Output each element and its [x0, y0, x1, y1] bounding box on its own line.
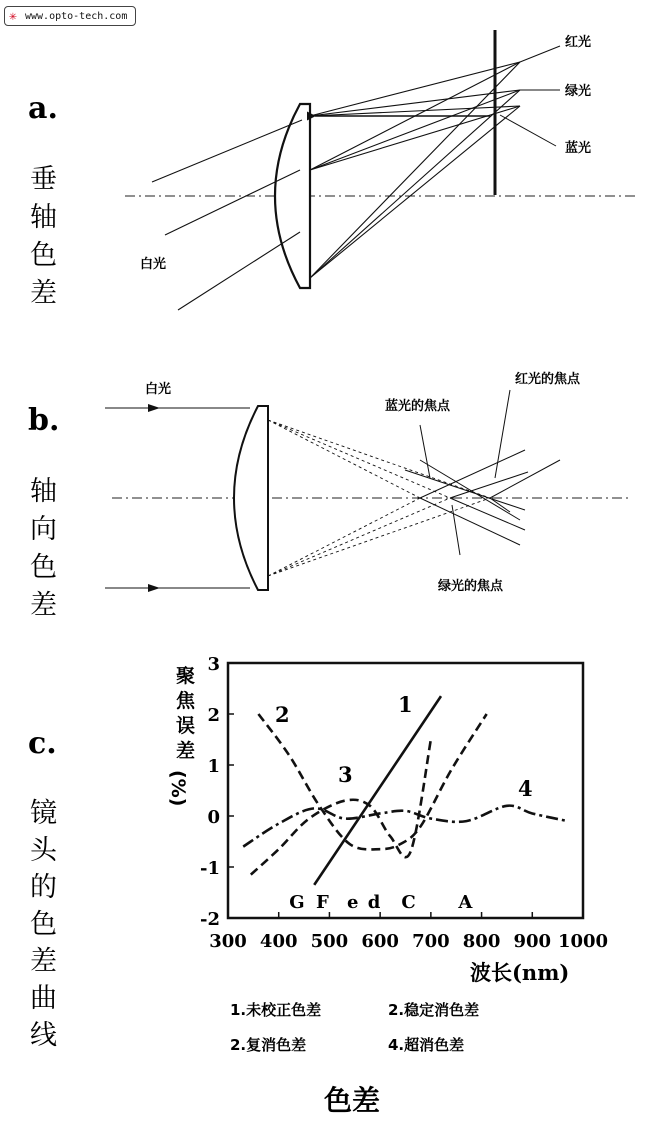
leader-line: [500, 115, 556, 146]
legend-item: 1.未校正色差: [230, 1001, 322, 1019]
spectral-line-label: e: [347, 892, 359, 913]
series-label: 2: [275, 702, 290, 727]
legend-item: 2.稳定消色差: [388, 1001, 480, 1019]
y-tick-label: -2: [200, 909, 220, 930]
lens: [234, 406, 268, 590]
ray-bundle: [152, 62, 520, 310]
y-axis-label-char: 误: [176, 715, 196, 737]
section-a-title-char: 差: [30, 278, 57, 309]
logo-star-icon: ✳: [9, 9, 17, 24]
blue-light-label: 蓝光: [565, 141, 592, 156]
y-tick-label: 0: [207, 807, 220, 828]
lens: [275, 104, 310, 288]
leader-line: [520, 46, 560, 62]
section-b: [28, 371, 630, 621]
y-axis-label-char: 焦: [176, 690, 196, 712]
spectral-line-labels: [289, 892, 473, 913]
section-c-marker: c.: [28, 726, 57, 761]
white-light-label: 白光: [140, 257, 167, 272]
section-b-title-char: 差: [30, 590, 57, 621]
spectral-line-label: A: [458, 892, 473, 913]
x-tick-label: 600: [361, 931, 399, 952]
y-tick-label: 3: [207, 654, 220, 675]
x-tick-label: 800: [462, 931, 501, 952]
series-line-3: [251, 740, 431, 875]
spectral-line-label: C: [401, 892, 416, 913]
section-a-title-char: 轴: [30, 202, 57, 233]
series-label: 3: [338, 762, 353, 787]
section-b-title-char: 色: [30, 552, 57, 583]
section-b-title-char: 向: [30, 514, 57, 545]
green-light-label: 绿光: [565, 84, 592, 99]
section-a-title-char: 色: [30, 240, 57, 271]
y-axis-label: [167, 664, 196, 806]
x-tick-label: 400: [259, 931, 298, 952]
y-axis-label-char: 聚: [176, 665, 196, 687]
section-c-title-char: 差: [30, 946, 57, 977]
section-b-title-char: 轴: [30, 476, 57, 507]
section-c: [28, 654, 608, 1117]
section-c-title-char: 线: [30, 1020, 57, 1051]
x-axis-label: 波长(nm): [470, 960, 570, 985]
y-tick-label: 1: [207, 756, 220, 777]
y-tick-label: -1: [200, 858, 220, 879]
leader-line: [452, 505, 460, 555]
section-c-title-char: 曲: [30, 983, 57, 1014]
section-c-title-char: 头: [30, 835, 57, 866]
spectral-line-label: d: [367, 892, 381, 913]
y-axis-label-char: 差: [176, 740, 196, 762]
chromatic-aberration-chart: [167, 654, 608, 985]
y-tick-label: 2: [207, 705, 220, 726]
logo-text: www.opto-tech.com: [25, 11, 128, 22]
legend-item: 4.超消色差: [388, 1036, 465, 1054]
section-c-title-char: 镜: [30, 798, 57, 829]
section-b-marker: b.: [28, 403, 60, 438]
section-a-marker: a.: [28, 91, 58, 126]
section-c-title-char: 的: [30, 872, 57, 903]
series-line-2: [258, 714, 486, 849]
section-a-title-char: 垂: [30, 164, 57, 195]
spectral-line-label: G: [289, 892, 305, 913]
x-tick-label: 900: [513, 931, 552, 952]
x-tick-label: 300: [209, 931, 247, 952]
figure-title: 色差: [324, 1084, 381, 1117]
spectral-line-label: F: [315, 892, 329, 913]
legend-item: 2.复消色差: [230, 1036, 307, 1054]
white-light-label: 白光: [145, 382, 172, 397]
red-focus-label: 红光的焦点: [515, 372, 581, 387]
leader-line: [420, 425, 430, 478]
x-tick-label: 1000: [557, 931, 609, 952]
leader-line: [495, 390, 510, 478]
x-tick-label: 500: [310, 931, 349, 952]
series-label: 4: [518, 776, 533, 801]
arrow: [148, 584, 160, 592]
series-label: 1: [398, 692, 413, 717]
arrow: [148, 404, 160, 412]
section-c-title-char: 色: [30, 909, 57, 940]
red-light-label: 红光: [565, 35, 592, 50]
blue-focus-label: 蓝光的焦点: [385, 399, 451, 414]
section-a: [28, 30, 635, 310]
x-tick-label: 700: [412, 931, 450, 952]
series-group: [243, 692, 568, 885]
y-axis-label-char: (%): [167, 770, 189, 807]
green-focus-label: 绿光的焦点: [438, 579, 504, 594]
